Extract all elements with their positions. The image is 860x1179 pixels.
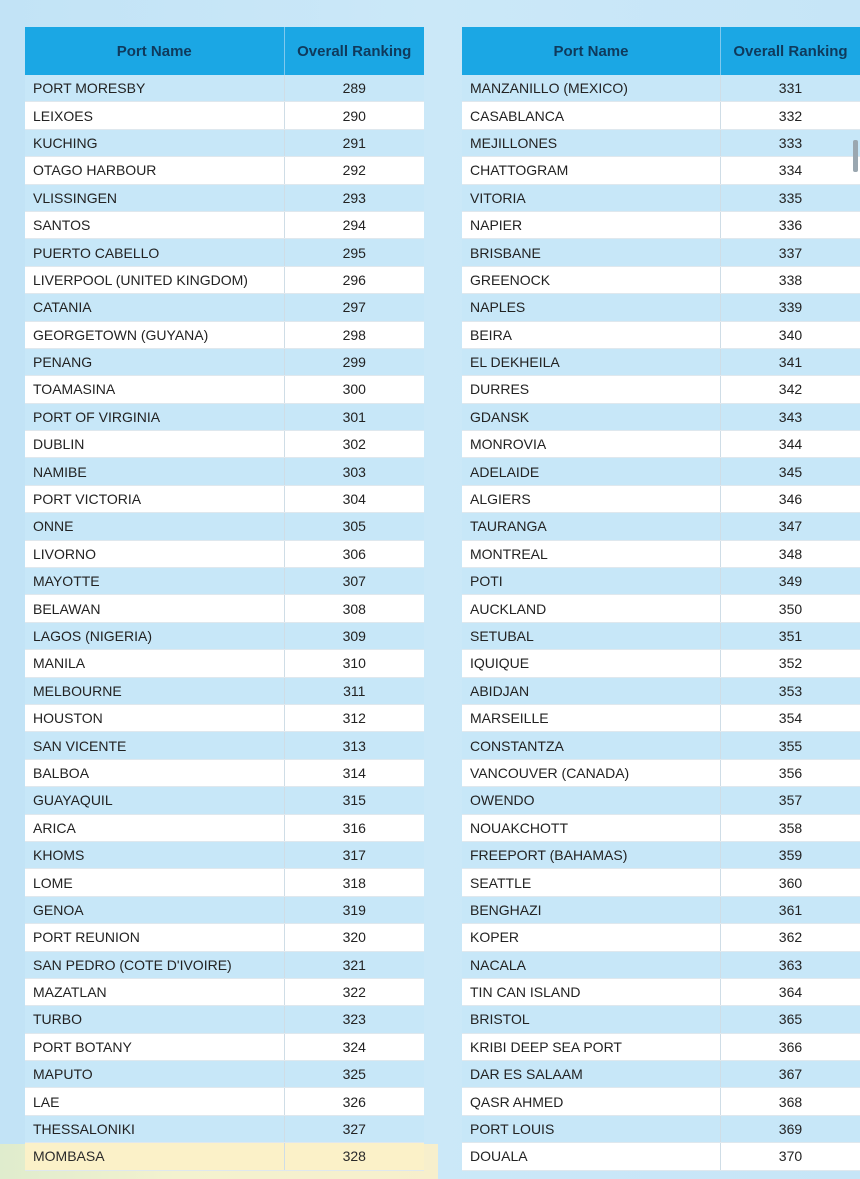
table-row (25, 513, 424, 540)
table-row (462, 458, 860, 485)
table-row (462, 239, 860, 266)
table-row (462, 814, 860, 841)
table-row (25, 321, 424, 348)
table-row (462, 129, 860, 156)
table-row (25, 1088, 424, 1115)
port-name-cell: TIN CAN ISLAND (462, 978, 720, 1005)
table-row (462, 732, 860, 759)
port-name-cell: NACALA (462, 951, 720, 978)
table-row (462, 485, 860, 512)
overall-ranking-cell: 368 (720, 1088, 860, 1115)
overall-ranking-cell: 336 (720, 211, 860, 238)
overall-ranking-cell: 327 (284, 1115, 424, 1142)
table-row (25, 1115, 424, 1142)
overall-ranking-cell: 319 (284, 896, 424, 923)
port-name-cell: MEJILLONES (462, 129, 720, 156)
overall-ranking-cell: 354 (720, 704, 860, 731)
table-row (25, 650, 424, 677)
port-name-cell: LIVORNO (25, 540, 284, 567)
port-name-cell: MONTREAL (462, 540, 720, 567)
port-name-cell: NAPLES (462, 294, 720, 321)
overall-ranking-cell: 294 (284, 211, 424, 238)
overall-ranking-cell: 311 (284, 677, 424, 704)
port-name-cell: PORT LOUIS (462, 1115, 720, 1142)
table-row (462, 266, 860, 293)
table-row (25, 595, 424, 622)
overall-ranking-cell: 304 (284, 485, 424, 512)
overall-ranking-cell: 342 (720, 376, 860, 403)
table-row (25, 841, 424, 868)
overall-ranking-cell: 291 (284, 129, 424, 156)
port-name-cell: ALGIERS (462, 485, 720, 512)
overall-ranking-cell: 293 (284, 184, 424, 211)
overall-ranking-cell: 346 (720, 485, 860, 512)
port-name-cell: GENOA (25, 896, 284, 923)
overall-ranking-cell: 297 (284, 294, 424, 321)
overall-ranking-cell: 364 (720, 978, 860, 1005)
overall-ranking-cell: 344 (720, 431, 860, 458)
overall-ranking-cell: 351 (720, 622, 860, 649)
table-row (25, 294, 424, 321)
overall-ranking-cell: 337 (720, 239, 860, 266)
overall-ranking-cell: 324 (284, 1033, 424, 1060)
port-name-cell: ARICA (25, 814, 284, 841)
table-row (462, 759, 860, 786)
table-row (25, 376, 424, 403)
overall-ranking-cell: 358 (720, 814, 860, 841)
port-name-cell: TURBO (25, 1006, 284, 1033)
table-row (25, 1061, 424, 1088)
port-name-cell: DOUALA (462, 1143, 720, 1170)
table-row (25, 102, 424, 129)
port-name-cell: VANCOUVER (CANADA) (462, 759, 720, 786)
table-row (462, 1115, 860, 1142)
overall-ranking-cell: 328 (284, 1143, 424, 1170)
port-name-cell: MANZANILLO (MEXICO) (462, 75, 720, 102)
port-name-cell: CHATTOGRAM (462, 157, 720, 184)
overall-ranking-cell: 321 (284, 951, 424, 978)
overall-ranking-cell: 302 (284, 431, 424, 458)
overall-ranking-cell: 343 (720, 403, 860, 430)
table-row (462, 321, 860, 348)
table-row (25, 431, 424, 458)
port-name-cell: EL DEKHEILA (462, 348, 720, 375)
table-row (25, 924, 424, 951)
overall-ranking-cell: 303 (284, 458, 424, 485)
overall-ranking-cell: 322 (284, 978, 424, 1005)
port-name-cell: LAE (25, 1088, 284, 1115)
overall-ranking-cell: 326 (284, 1088, 424, 1115)
port-name-cell: HOUSTON (25, 704, 284, 731)
port-name-cell: LAGOS (NIGERIA) (25, 622, 284, 649)
port-name-cell: BRISBANE (462, 239, 720, 266)
ranking-table-right (462, 27, 860, 1171)
port-name-cell: ONNE (25, 513, 284, 540)
overall-ranking-cell: 290 (284, 102, 424, 129)
table-row (25, 787, 424, 814)
port-name-cell: CONSTANTZA (462, 732, 720, 759)
overall-ranking-cell: 312 (284, 704, 424, 731)
port-name-cell: VLISSINGEN (25, 184, 284, 211)
port-name-cell: CATANIA (25, 294, 284, 321)
port-name-cell: ADELAIDE (462, 458, 720, 485)
port-name-cell: MANILA (25, 650, 284, 677)
port-name-cell: TOAMASINA (25, 376, 284, 403)
port-name-cell: OWENDO (462, 787, 720, 814)
port-name-cell: VITORIA (462, 184, 720, 211)
port-name-cell: ABIDJAN (462, 677, 720, 704)
overall-ranking-cell: 363 (720, 951, 860, 978)
overall-ranking-cell: 295 (284, 239, 424, 266)
table-row (462, 595, 860, 622)
table-row (25, 75, 424, 102)
port-name-cell: QASR AHMED (462, 1088, 720, 1115)
table-row (462, 75, 860, 102)
overall-ranking-cell: 300 (284, 376, 424, 403)
overall-ranking-cell: 340 (720, 321, 860, 348)
overall-ranking-cell: 333 (720, 129, 860, 156)
overall-ranking-cell: 320 (284, 924, 424, 951)
table-row (462, 622, 860, 649)
port-name-cell: KRIBI DEEP SEA PORT (462, 1033, 720, 1060)
column-header-overall-ranking: Overall Ranking (720, 27, 860, 75)
port-name-cell: GEORGETOWN (GUYANA) (25, 321, 284, 348)
overall-ranking-cell: 349 (720, 568, 860, 595)
overall-ranking-cell: 347 (720, 513, 860, 540)
table-row (462, 102, 860, 129)
table-row (462, 1061, 860, 1088)
overall-ranking-cell: 332 (720, 102, 860, 129)
port-name-cell: NAMIBE (25, 458, 284, 485)
port-name-cell: SEATTLE (462, 869, 720, 896)
overall-ranking-cell: 325 (284, 1061, 424, 1088)
column-header-overall-ranking: Overall Ranking (284, 27, 424, 75)
table-row (462, 1033, 860, 1060)
port-name-cell: IQUIQUE (462, 650, 720, 677)
port-name-cell: GUAYAQUIL (25, 787, 284, 814)
overall-ranking-cell: 352 (720, 650, 860, 677)
port-name-cell: MAZATLAN (25, 978, 284, 1005)
table-row (25, 869, 424, 896)
port-name-cell: OTAGO HARBOUR (25, 157, 284, 184)
overall-ranking-cell: 301 (284, 403, 424, 430)
column-header-port-name: Port Name (462, 27, 720, 75)
port-name-cell: PORT BOTANY (25, 1033, 284, 1060)
table-row (25, 1033, 424, 1060)
table-row (462, 978, 860, 1005)
table-row (25, 951, 424, 978)
overall-ranking-cell: 366 (720, 1033, 860, 1060)
overall-ranking-cell: 314 (284, 759, 424, 786)
table-row (462, 1143, 860, 1170)
table-row (462, 431, 860, 458)
overall-ranking-cell: 335 (720, 184, 860, 211)
table-header-row (25, 27, 424, 75)
overall-ranking-cell: 299 (284, 348, 424, 375)
table-row (462, 787, 860, 814)
table-row (25, 157, 424, 184)
port-name-cell: POTI (462, 568, 720, 595)
port-name-cell: NAPIER (462, 211, 720, 238)
overall-ranking-cell: 361 (720, 896, 860, 923)
table-row (462, 294, 860, 321)
table-row (462, 540, 860, 567)
overall-ranking-cell: 307 (284, 568, 424, 595)
overall-ranking-cell: 360 (720, 869, 860, 896)
overall-ranking-cell: 339 (720, 294, 860, 321)
overall-ranking-cell: 315 (284, 787, 424, 814)
port-name-cell: MOMBASA (25, 1143, 284, 1170)
overall-ranking-cell: 323 (284, 1006, 424, 1033)
table-row (25, 568, 424, 595)
port-name-cell: SANTOS (25, 211, 284, 238)
port-name-cell: CASABLANCA (462, 102, 720, 129)
table-row (25, 211, 424, 238)
overall-ranking-cell: 341 (720, 348, 860, 375)
table-row (25, 239, 424, 266)
table-row (462, 403, 860, 430)
table-row (25, 1006, 424, 1033)
port-name-cell: MAYOTTE (25, 568, 284, 595)
overall-ranking-cell: 289 (284, 75, 424, 102)
table-row (462, 650, 860, 677)
port-name-cell: PORT VICTORIA (25, 485, 284, 512)
ranking-table-left (25, 27, 424, 1171)
overall-ranking-cell: 355 (720, 732, 860, 759)
table-row (25, 978, 424, 1005)
table-row (462, 184, 860, 211)
port-name-cell: BENGHAZI (462, 896, 720, 923)
table-row (462, 1006, 860, 1033)
port-name-cell: LEIXOES (25, 102, 284, 129)
port-name-cell: GDANSK (462, 403, 720, 430)
table-row (462, 677, 860, 704)
table-row (25, 732, 424, 759)
port-name-cell: MAPUTO (25, 1061, 284, 1088)
port-name-cell: DURRES (462, 376, 720, 403)
overall-ranking-cell: 313 (284, 732, 424, 759)
port-name-cell: BELAWAN (25, 595, 284, 622)
overall-ranking-cell: 296 (284, 266, 424, 293)
overall-ranking-cell: 306 (284, 540, 424, 567)
port-name-cell: NOUAKCHOTT (462, 814, 720, 841)
port-name-cell: MONROVIA (462, 431, 720, 458)
overall-ranking-cell: 310 (284, 650, 424, 677)
overall-ranking-cell: 334 (720, 157, 860, 184)
port-name-cell: MELBOURNE (25, 677, 284, 704)
port-name-cell: GREENOCK (462, 266, 720, 293)
port-name-cell: PORT REUNION (25, 924, 284, 951)
port-name-cell: TAURANGA (462, 513, 720, 540)
overall-ranking-cell: 316 (284, 814, 424, 841)
overall-ranking-cell: 350 (720, 595, 860, 622)
overall-ranking-cell: 309 (284, 622, 424, 649)
port-name-cell: MARSEILLE (462, 704, 720, 731)
port-name-cell: FREEPORT (BAHAMAS) (462, 841, 720, 868)
port-name-cell: LOME (25, 869, 284, 896)
scrollbar-thumb[interactable] (853, 140, 858, 172)
overall-ranking-cell: 348 (720, 540, 860, 567)
overall-ranking-cell: 370 (720, 1143, 860, 1170)
table-row (25, 129, 424, 156)
table-row (25, 896, 424, 923)
table-row (25, 677, 424, 704)
table-row (25, 759, 424, 786)
overall-ranking-cell: 338 (720, 266, 860, 293)
table-row (462, 376, 860, 403)
port-name-cell: PORT MORESBY (25, 75, 284, 102)
port-name-cell: KHOMS (25, 841, 284, 868)
overall-ranking-cell: 359 (720, 841, 860, 868)
port-name-cell: PUERTO CABELLO (25, 239, 284, 266)
table-row (462, 348, 860, 375)
port-name-cell: PORT OF VIRGINIA (25, 403, 284, 430)
table-row (25, 1143, 424, 1170)
port-name-cell: BRISTOL (462, 1006, 720, 1033)
overall-ranking-cell: 369 (720, 1115, 860, 1142)
column-header-port-name: Port Name (25, 27, 284, 75)
table-row (462, 211, 860, 238)
overall-ranking-cell: 305 (284, 513, 424, 540)
port-name-cell: SAN PEDRO (COTE D'IVOIRE) (25, 951, 284, 978)
port-name-cell: BALBOA (25, 759, 284, 786)
port-name-cell: DAR ES SALAAM (462, 1061, 720, 1088)
table-row (25, 403, 424, 430)
table-row (25, 814, 424, 841)
overall-ranking-cell: 298 (284, 321, 424, 348)
table-row (25, 622, 424, 649)
port-name-cell: KUCHING (25, 129, 284, 156)
overall-ranking-cell: 356 (720, 759, 860, 786)
overall-ranking-cell: 331 (720, 75, 860, 102)
table-row (462, 704, 860, 731)
port-name-cell: SAN VICENTE (25, 732, 284, 759)
overall-ranking-cell: 317 (284, 841, 424, 868)
port-name-cell: SETUBAL (462, 622, 720, 649)
table-row (25, 348, 424, 375)
table-row (462, 869, 860, 896)
port-name-cell: DUBLIN (25, 431, 284, 458)
table-row (462, 841, 860, 868)
table-row (462, 924, 860, 951)
overall-ranking-cell: 357 (720, 787, 860, 814)
table-row (25, 485, 424, 512)
port-name-cell: THESSALONIKI (25, 1115, 284, 1142)
table-row (25, 458, 424, 485)
overall-ranking-cell: 362 (720, 924, 860, 951)
port-name-cell: LIVERPOOL (UNITED KINGDOM) (25, 266, 284, 293)
table-row (25, 540, 424, 567)
port-name-cell: KOPER (462, 924, 720, 951)
overall-ranking-cell: 318 (284, 869, 424, 896)
table-header-row (462, 27, 860, 75)
overall-ranking-cell: 367 (720, 1061, 860, 1088)
table-row (25, 184, 424, 211)
table-row (25, 704, 424, 731)
port-name-cell: BEIRA (462, 321, 720, 348)
port-name-cell: PENANG (25, 348, 284, 375)
table-row (462, 568, 860, 595)
overall-ranking-cell: 353 (720, 677, 860, 704)
table-row (462, 157, 860, 184)
overall-ranking-cell: 345 (720, 458, 860, 485)
overall-ranking-cell: 308 (284, 595, 424, 622)
overall-ranking-cell: 292 (284, 157, 424, 184)
overall-ranking-cell: 365 (720, 1006, 860, 1033)
port-name-cell: AUCKLAND (462, 595, 720, 622)
table-row (25, 266, 424, 293)
table-row (462, 513, 860, 540)
table-row (462, 951, 860, 978)
table-row (462, 1088, 860, 1115)
table-row (462, 896, 860, 923)
